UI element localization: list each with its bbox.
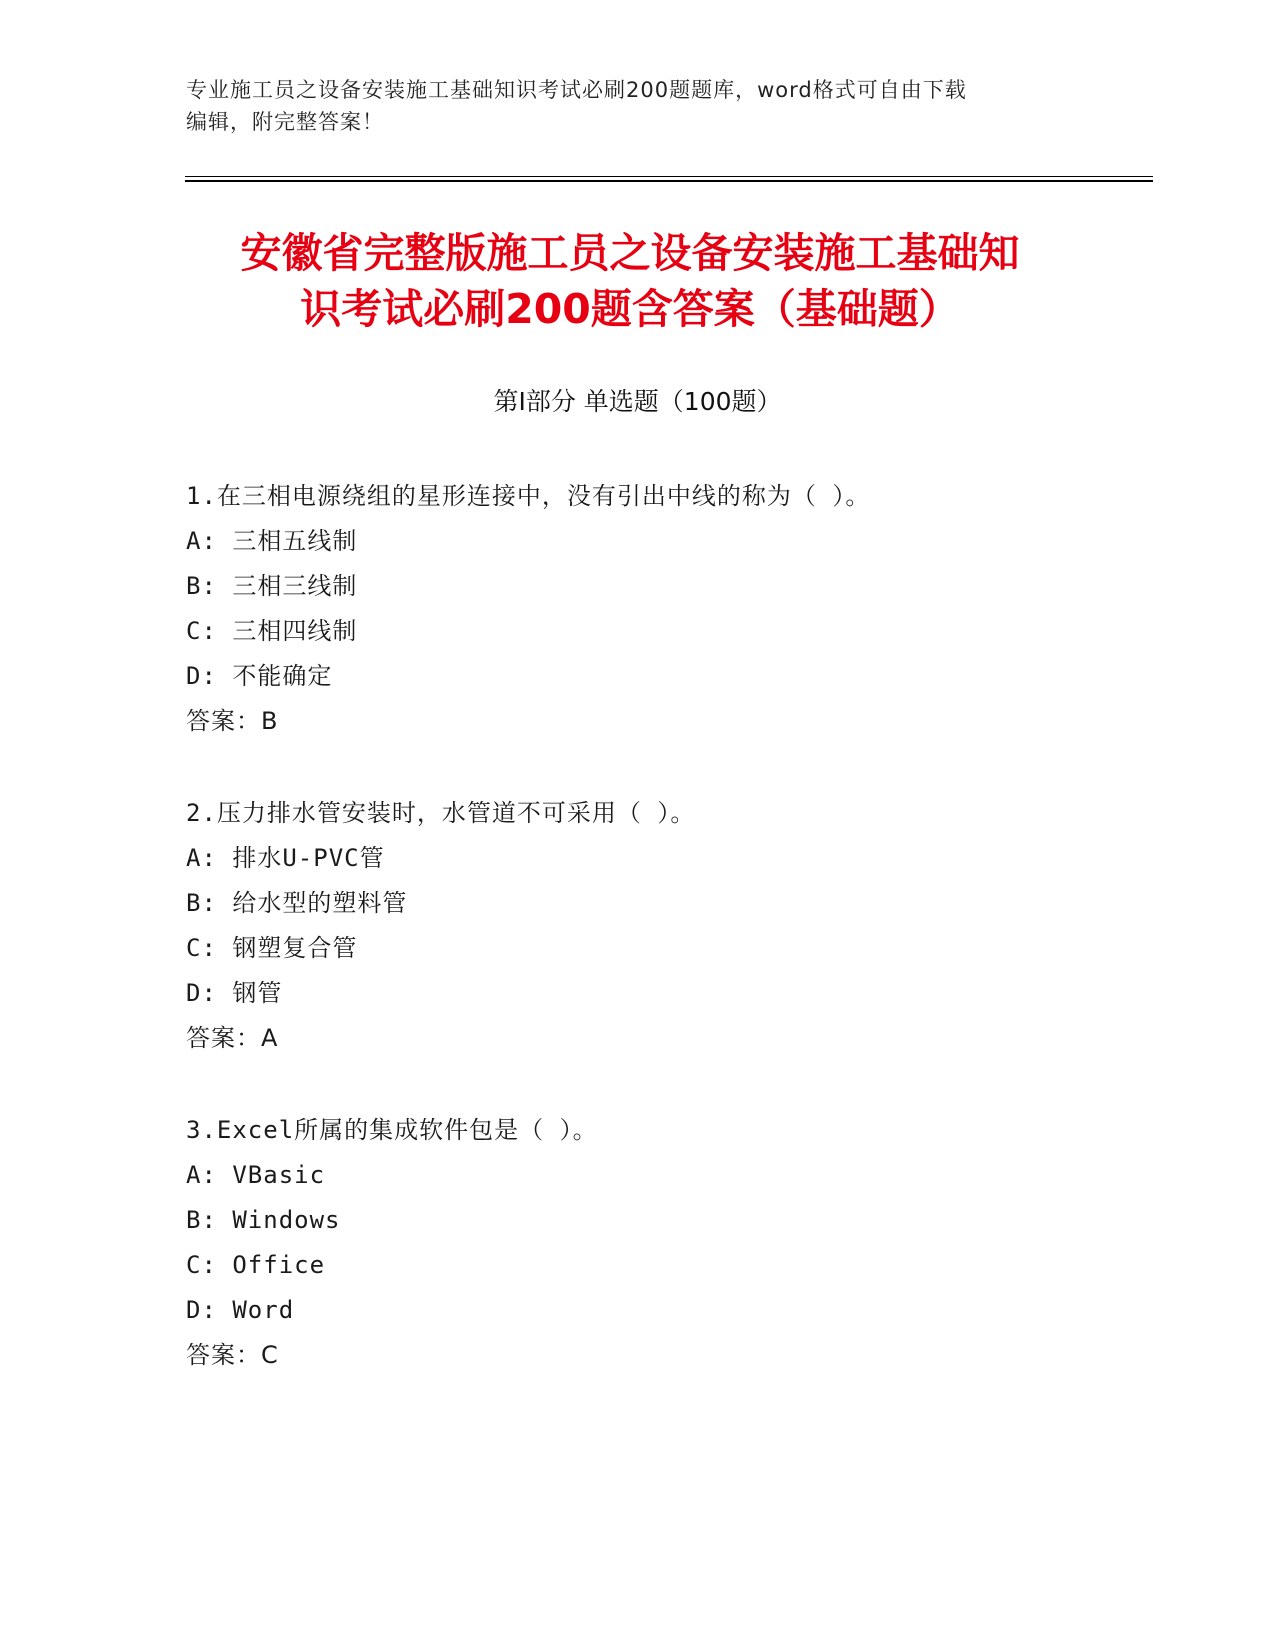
- option-d: D: 钢管: [186, 979, 283, 1007]
- header-note-line-1: 专业施工员之设备安装施工基础知识考试必刷200题题库，word格式可自由下载: [186, 78, 967, 102]
- header-divider-thick: [185, 180, 1153, 182]
- option-a: A: 三相五线制: [186, 527, 358, 555]
- option-b: B: 三相三线制: [186, 572, 358, 600]
- option-b: B: 给水型的塑料管: [186, 889, 408, 917]
- question-stem: 3.Excel所属的集成软件包是（ ）。: [186, 1116, 598, 1144]
- question-item: [186, 1108, 1086, 1378]
- answer: 答案：A: [186, 1024, 279, 1052]
- document-title-line-1: 安徽省完整版施工员之设备安装施工基础知: [240, 229, 1020, 277]
- document-title-line-2: 识考试必刷200题含答案（基础题）: [300, 285, 960, 333]
- option-c: C: Office: [186, 1251, 326, 1279]
- section-title: 第Ⅰ部分 单选题（100题）: [493, 387, 782, 416]
- option-a: A: 排水U-PVC管: [186, 844, 385, 872]
- header-divider-thin: [185, 176, 1153, 177]
- option-c: C: 三相四线制: [186, 617, 358, 645]
- header-note: [186, 74, 1086, 138]
- question-item: [186, 474, 1086, 744]
- answer: 答案：B: [186, 707, 279, 735]
- header-note-line-2: 编辑，附完整答案！: [186, 110, 384, 134]
- option-b: B: Windows: [186, 1206, 341, 1234]
- document-title: [180, 225, 1080, 337]
- option-c: C: 钢塑复合管: [186, 934, 358, 962]
- option-a: A: VBasic: [186, 1161, 326, 1189]
- question-stem: 1.在三相电源绕组的星形连接中，没有引出中线的称为（ ）。: [186, 482, 871, 510]
- answer: 答案：C: [186, 1341, 279, 1369]
- question-item: [186, 791, 1086, 1061]
- option-d: D: 不能确定: [186, 662, 333, 690]
- option-d: D: Word: [186, 1296, 295, 1324]
- question-stem: 2.压力排水管安装时，水管道不可采用（ ）。: [186, 799, 696, 827]
